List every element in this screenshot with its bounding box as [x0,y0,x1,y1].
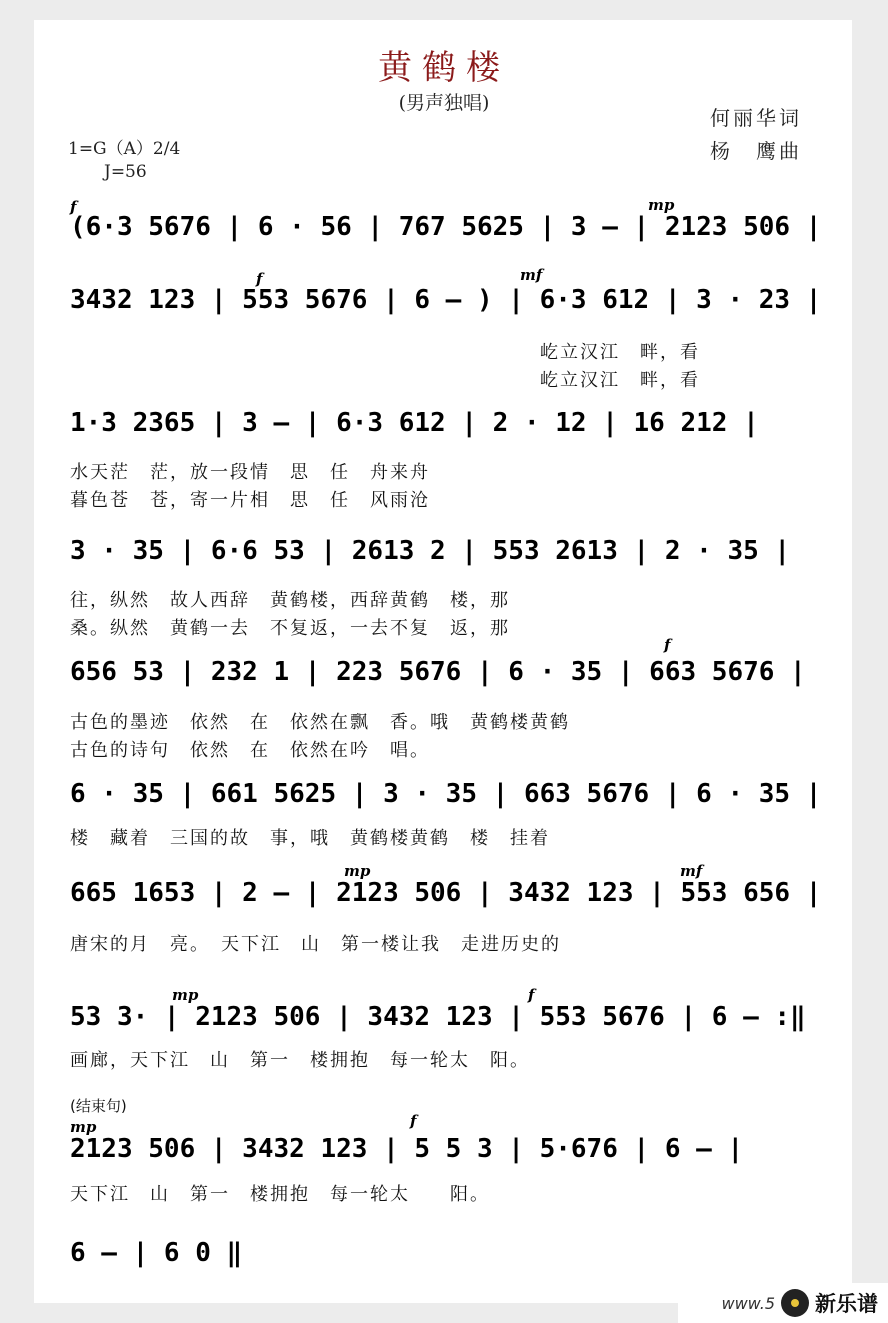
lyricist-credit: 何丽华词 [710,106,802,130]
music-line-2: 3432 123 | 553 5676 | 6 – ) | 6·3 612 | 3 · 23 | [70,285,822,315]
song-subtitle: (男声独唱) [398,92,490,114]
tempo-mark: J=56 [104,162,147,182]
lyric-line-1a: 屹立汉江 畔，看 [540,342,700,363]
dynamic-f: f [664,636,671,654]
music-line-10: 6 – | 6 0 ‖ [70,1238,243,1268]
music-line-6: 6 · 35 | 661 5625 | 3 · 35 | 663 5676 | 6 · 35 | [70,779,822,809]
ending-label: (结束句) [70,1097,127,1115]
song-title: 黄鹤楼 [378,48,510,88]
dynamic-mf: mf [520,266,543,284]
dynamic-f: f [256,270,263,288]
dynamic-mp: mp [648,196,675,214]
music-line-9: 2123 506 | 3432 123 | 5 5 3 | 5·676 | 6 – | [70,1134,744,1164]
site-brand: 新乐谱 [815,1292,878,1316]
music-line-5: 656 53 | 232 1 | 223 5676 | 6 · 35 | 663 5676 | [70,657,806,687]
lyric-line-8: 天下江 山 第一 楼拥抱 每一轮太 阳。 [70,1184,490,1205]
site-url: www.5 [721,1293,775,1313]
lyric-line-1b: 屹立汉江 畔，看 [540,370,700,391]
composer-credit: 杨 鹰曲 [710,139,802,163]
dynamic-mf: mf [680,862,703,880]
dynamic-mp: mp [344,862,371,880]
lyric-line-4b: 古色的诗句 依然 在 依然在吟 唱。 [70,740,430,761]
dynamic-f: f [70,198,77,216]
lyric-line-4a: 古色的墨迹 依然 在 依然在飘 香。哦 黄鹤楼黄鹤 [70,712,570,733]
lyric-line-7: 画廊，天下江 山 第一 楼拥抱 每一轮太 阳。 [70,1050,530,1071]
lyric-line-6: 唐宋的月 亮。 天下江 山 第一楼让我 走进历史的 [70,934,561,955]
lyric-line-2b: 暮色苍 苍，寄一片相 思 任 风雨沧 [70,490,430,511]
music-line-1: (6·3 5676 | 6 · 56 | 767 5625 | 3 – | 2123 506 | [70,212,822,242]
dynamic-f: f [410,1112,417,1130]
music-line-3: 1·3 2365 | 3 – | 6·3 612 | 2 · 12 | 16 212 | [70,408,759,438]
dynamic-mp: mp [172,986,199,1004]
lyric-line-3a: 往，纵然 故人西辞 黄鹤楼，西辞黄鹤 楼，那 [70,590,510,611]
lyric-line-2a: 水天茫 茫，放一段情 思 任 舟来舟 [70,462,430,483]
dynamic-mp: mp [70,1118,97,1136]
key-signature: 1=G（A）2/4 [68,139,181,159]
music-line-4: 3 · 35 | 6·6 53 | 2613 2 | 553 2613 | 2 · 35 | [70,536,791,566]
record-logo-icon [781,1289,809,1317]
lyric-line-3b: 桑。纵然 黄鹤一去 不复返，一去不复 返，那 [70,618,510,639]
music-line-7: 665 1653 | 2 – | 2123 506 | 3432 123 | 553 656 | [70,878,822,908]
lyric-line-5: 楼 藏着 三国的故 事，哦 黄鹤楼黄鹤 楼 挂着 [70,828,550,849]
dynamic-f: f [528,986,535,1004]
watermark-footer [678,1283,888,1323]
music-line-8: 53 3· | 2123 506 | 3432 123 | 553 5676 | 6 – :‖ [70,1002,806,1032]
